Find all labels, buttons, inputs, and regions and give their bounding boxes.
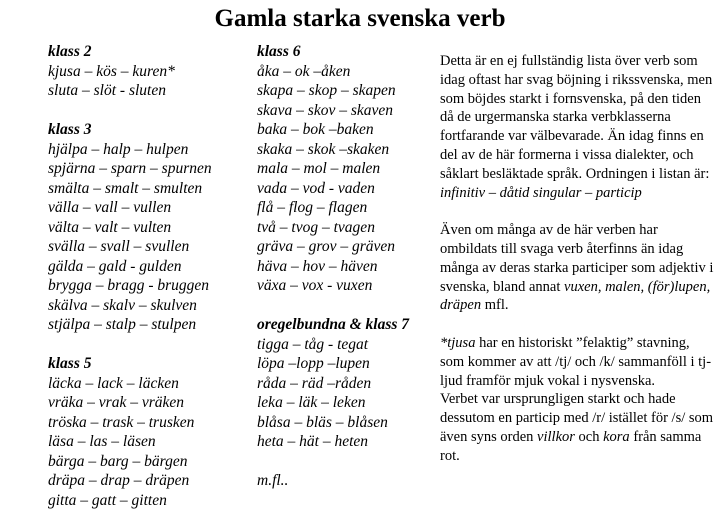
text-run: och: [574, 428, 604, 445]
verb-forms: gitta – gatt – gitten: [48, 491, 167, 509]
verb-forms: läsa – las – läsen: [48, 433, 156, 450]
explanation-paragraph: [440, 390, 715, 465]
verb-forms: brygga – bragg - bruggen: [48, 277, 210, 294]
verb-forms: skapa – skop – skapen: [257, 82, 396, 99]
verb-forms: flå – flog – flagen: [257, 199, 368, 216]
verb-forms: gälda – gald - gulden: [48, 257, 182, 275]
verb-forms: tröska – trask – trusken: [48, 413, 195, 431]
text-run: Detta är en ej fullständig lista över verb som idag oftast har svag böjning i rikssvenska, men som böjdes starkt i fornsvenska, på den tiden då de urgermanska starka verbklasserna fortfarande var välbevarade. Än idag finns en del av de här formerna i vissa dialekter, och såklart besläktade språk. Ordningen i listan är:: [440, 53, 713, 182]
verb-forms: välta – valt – vulten: [48, 218, 172, 236]
explanation-paragraph: [440, 52, 715, 184]
verb-class-heading: klass 2: [48, 43, 92, 60]
explanation-paragraph: [440, 334, 715, 390]
verb-forms: svälla – svall – svullen: [48, 238, 190, 255]
verb-forms: växa – vox - vuxen: [257, 277, 373, 294]
verb-forms: vada – vod - vaden: [257, 179, 375, 197]
page-title: Gamla starka svenska verb: [214, 5, 506, 32]
verb-forms: m.fl..: [257, 472, 289, 489]
text-run: har en historiskt ”felaktig” stavning, som kommer av att /tj/ och /k/ sammanföll i tj-ljud framför mjuk vokal i nysvenska.: [440, 334, 712, 389]
text-run: villkor: [537, 428, 575, 445]
group-gap: [257, 452, 437, 472]
verb-forms: sluta – slöt - sluten: [48, 82, 166, 99]
verb-forms: mala – mol – malen: [257, 160, 381, 177]
text-run: infinitiv – dåtid singular – particip: [440, 184, 642, 201]
verb-forms: häva – hov – häven: [257, 257, 378, 275]
verb-forms: spjärna – sparn – spurnen: [48, 160, 212, 177]
verb-forms: kjusa – kös – kuren*: [48, 62, 175, 80]
text-run: *tjusa: [440, 334, 476, 351]
verb-forms: vräka – vrak – vräken: [48, 394, 185, 411]
verb-forms: skaka – skok –skaken: [257, 140, 390, 158]
verb-forms: löpa –lopp –lupen: [257, 355, 370, 372]
text-run: från samma rot.: [440, 428, 702, 464]
verb-forms: skava – skov – skaven: [257, 101, 394, 119]
explanation-paragraph: [440, 184, 715, 203]
verb-forms: smälta – smalt – smulten: [48, 179, 203, 197]
verb-forms: bärga – barg – bärgen: [48, 452, 188, 470]
verb-forms: råda – räd –råden: [257, 374, 372, 392]
group-gap: [48, 101, 248, 121]
paragraph-gap: [440, 202, 715, 221]
verb-forms: baka – bok –baken: [257, 121, 374, 138]
verb-forms: gräva – grov – gräven: [257, 238, 396, 255]
verb-forms: läcka – lack – läcken: [48, 374, 179, 392]
explanation-text: [440, 52, 715, 466]
text-run: kora: [603, 428, 630, 445]
group-gap: [48, 335, 248, 355]
explanation-paragraph: [440, 221, 715, 315]
verb-forms: dräpa – drap – dräpen: [48, 472, 190, 489]
verb-class-heading: klass 5: [48, 355, 92, 372]
group-gap: [257, 296, 437, 316]
verb-column-2: [257, 42, 437, 491]
verb-forms: leka – läk – leken: [257, 394, 366, 411]
verb-forms: stjälpa – stalp – stulpen: [48, 316, 197, 333]
verb-class-heading: klass 3: [48, 121, 92, 138]
text-run: vuxen, malen, (för)lupen, dräpen: [440, 278, 711, 314]
verb-forms: välla – vall – vullen: [48, 199, 172, 216]
verb-class-heading: klass 6: [257, 43, 301, 60]
verb-forms: heta – hät – heten: [257, 433, 369, 450]
text-run: Även om många av de här verben har ombildats till svaga verb återfinns än idag många av deras starka participer som adjektiv i svenska, bland annat: [440, 222, 714, 295]
verb-forms: åka – ok –åken: [257, 62, 351, 80]
verb-class-heading: oregelbundna & klass 7: [257, 316, 410, 333]
verb-forms: blåsa – bläs – blåsen: [257, 413, 388, 431]
text-run: mfl.: [481, 297, 509, 314]
verb-forms: två – tvog – tvagen: [257, 218, 375, 236]
verb-forms: tigga – tåg - tegat: [257, 335, 369, 353]
verb-forms: hjälpa – halp – hulpen: [48, 140, 189, 158]
paragraph-gap: [440, 315, 715, 334]
verb-column-1: [48, 42, 248, 510]
verb-forms: skälva – skalv – skulven: [48, 296, 197, 314]
text-run: Verbet var ursprungligen starkt och hade dessutom en particip med /r/ istället för /s/ som även syns orden: [440, 391, 714, 445]
